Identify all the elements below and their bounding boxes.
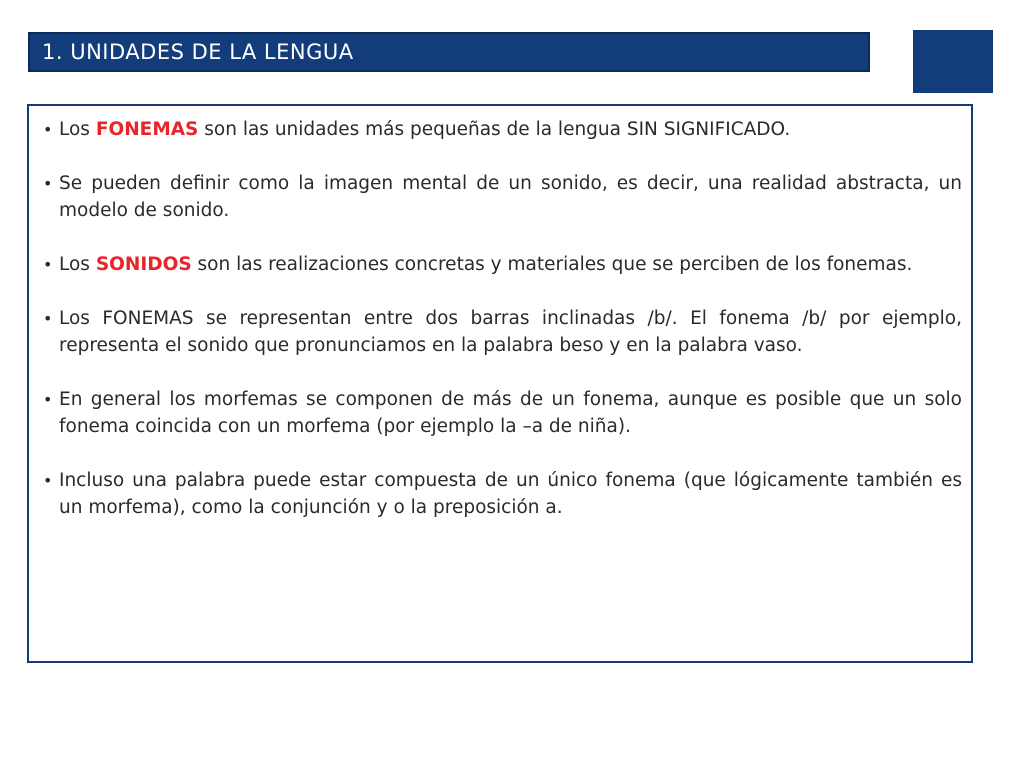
bullet-item — [43, 116, 962, 143]
bullet-dot-icon: • — [43, 255, 53, 274]
bullet-dot-icon: • — [43, 120, 53, 139]
bullet-text: Incluso una palabra puede estar compuesta de un único fonema (que lógicamente también es un morfema), como la conjunción y o la preposición a. — [59, 470, 962, 518]
highlight-fonemas: FONEMAS — [95, 119, 199, 140]
bullet-item — [43, 170, 962, 224]
highlight-sonidos: SONIDOS — [95, 254, 192, 275]
content-box — [27, 104, 973, 663]
bullet-text-post: son las unidades más pequeñas de la lengua SIN SIGNIFICADO. — [198, 119, 791, 140]
bullet-dot-icon: • — [43, 471, 53, 490]
bullet-dot-icon: • — [43, 309, 53, 328]
bullet-list — [43, 116, 962, 521]
bullet-text: Los FONEMAS se representan entre dos barras inclinadas /b/. El fonema /b/ por ejemplo, representa el sonido que pronunciamos en la palabra beso y en la palabra vaso. — [59, 308, 962, 356]
bullet-item — [43, 305, 962, 359]
bullet-text-pre: Los — [59, 254, 96, 275]
title-bar — [28, 32, 870, 72]
bullet-text: Se pueden definir como la imagen mental de un sonido, es decir, una realidad abstracta, un modelo de sonido. — [59, 173, 962, 221]
page-title: 1. UNIDADES DE LA LENGUA — [42, 40, 354, 64]
corner-accent-block — [913, 30, 993, 93]
bullet-dot-icon: • — [43, 390, 53, 409]
bullet-text: En general los morfemas se componen de más de un fonema, aunque es posible que un solo fonema coincida con un morfema (por ejemplo la –a de niña). — [59, 389, 962, 437]
bullet-item — [43, 251, 962, 278]
bullet-text-post: son las realizaciones concretas y materiales que se perciben de los fonemas. — [191, 254, 913, 275]
bullet-item — [43, 386, 962, 440]
bullet-dot-icon: • — [43, 174, 53, 193]
bullet-item — [43, 467, 962, 521]
bullet-text-pre: Los — [59, 119, 96, 140]
